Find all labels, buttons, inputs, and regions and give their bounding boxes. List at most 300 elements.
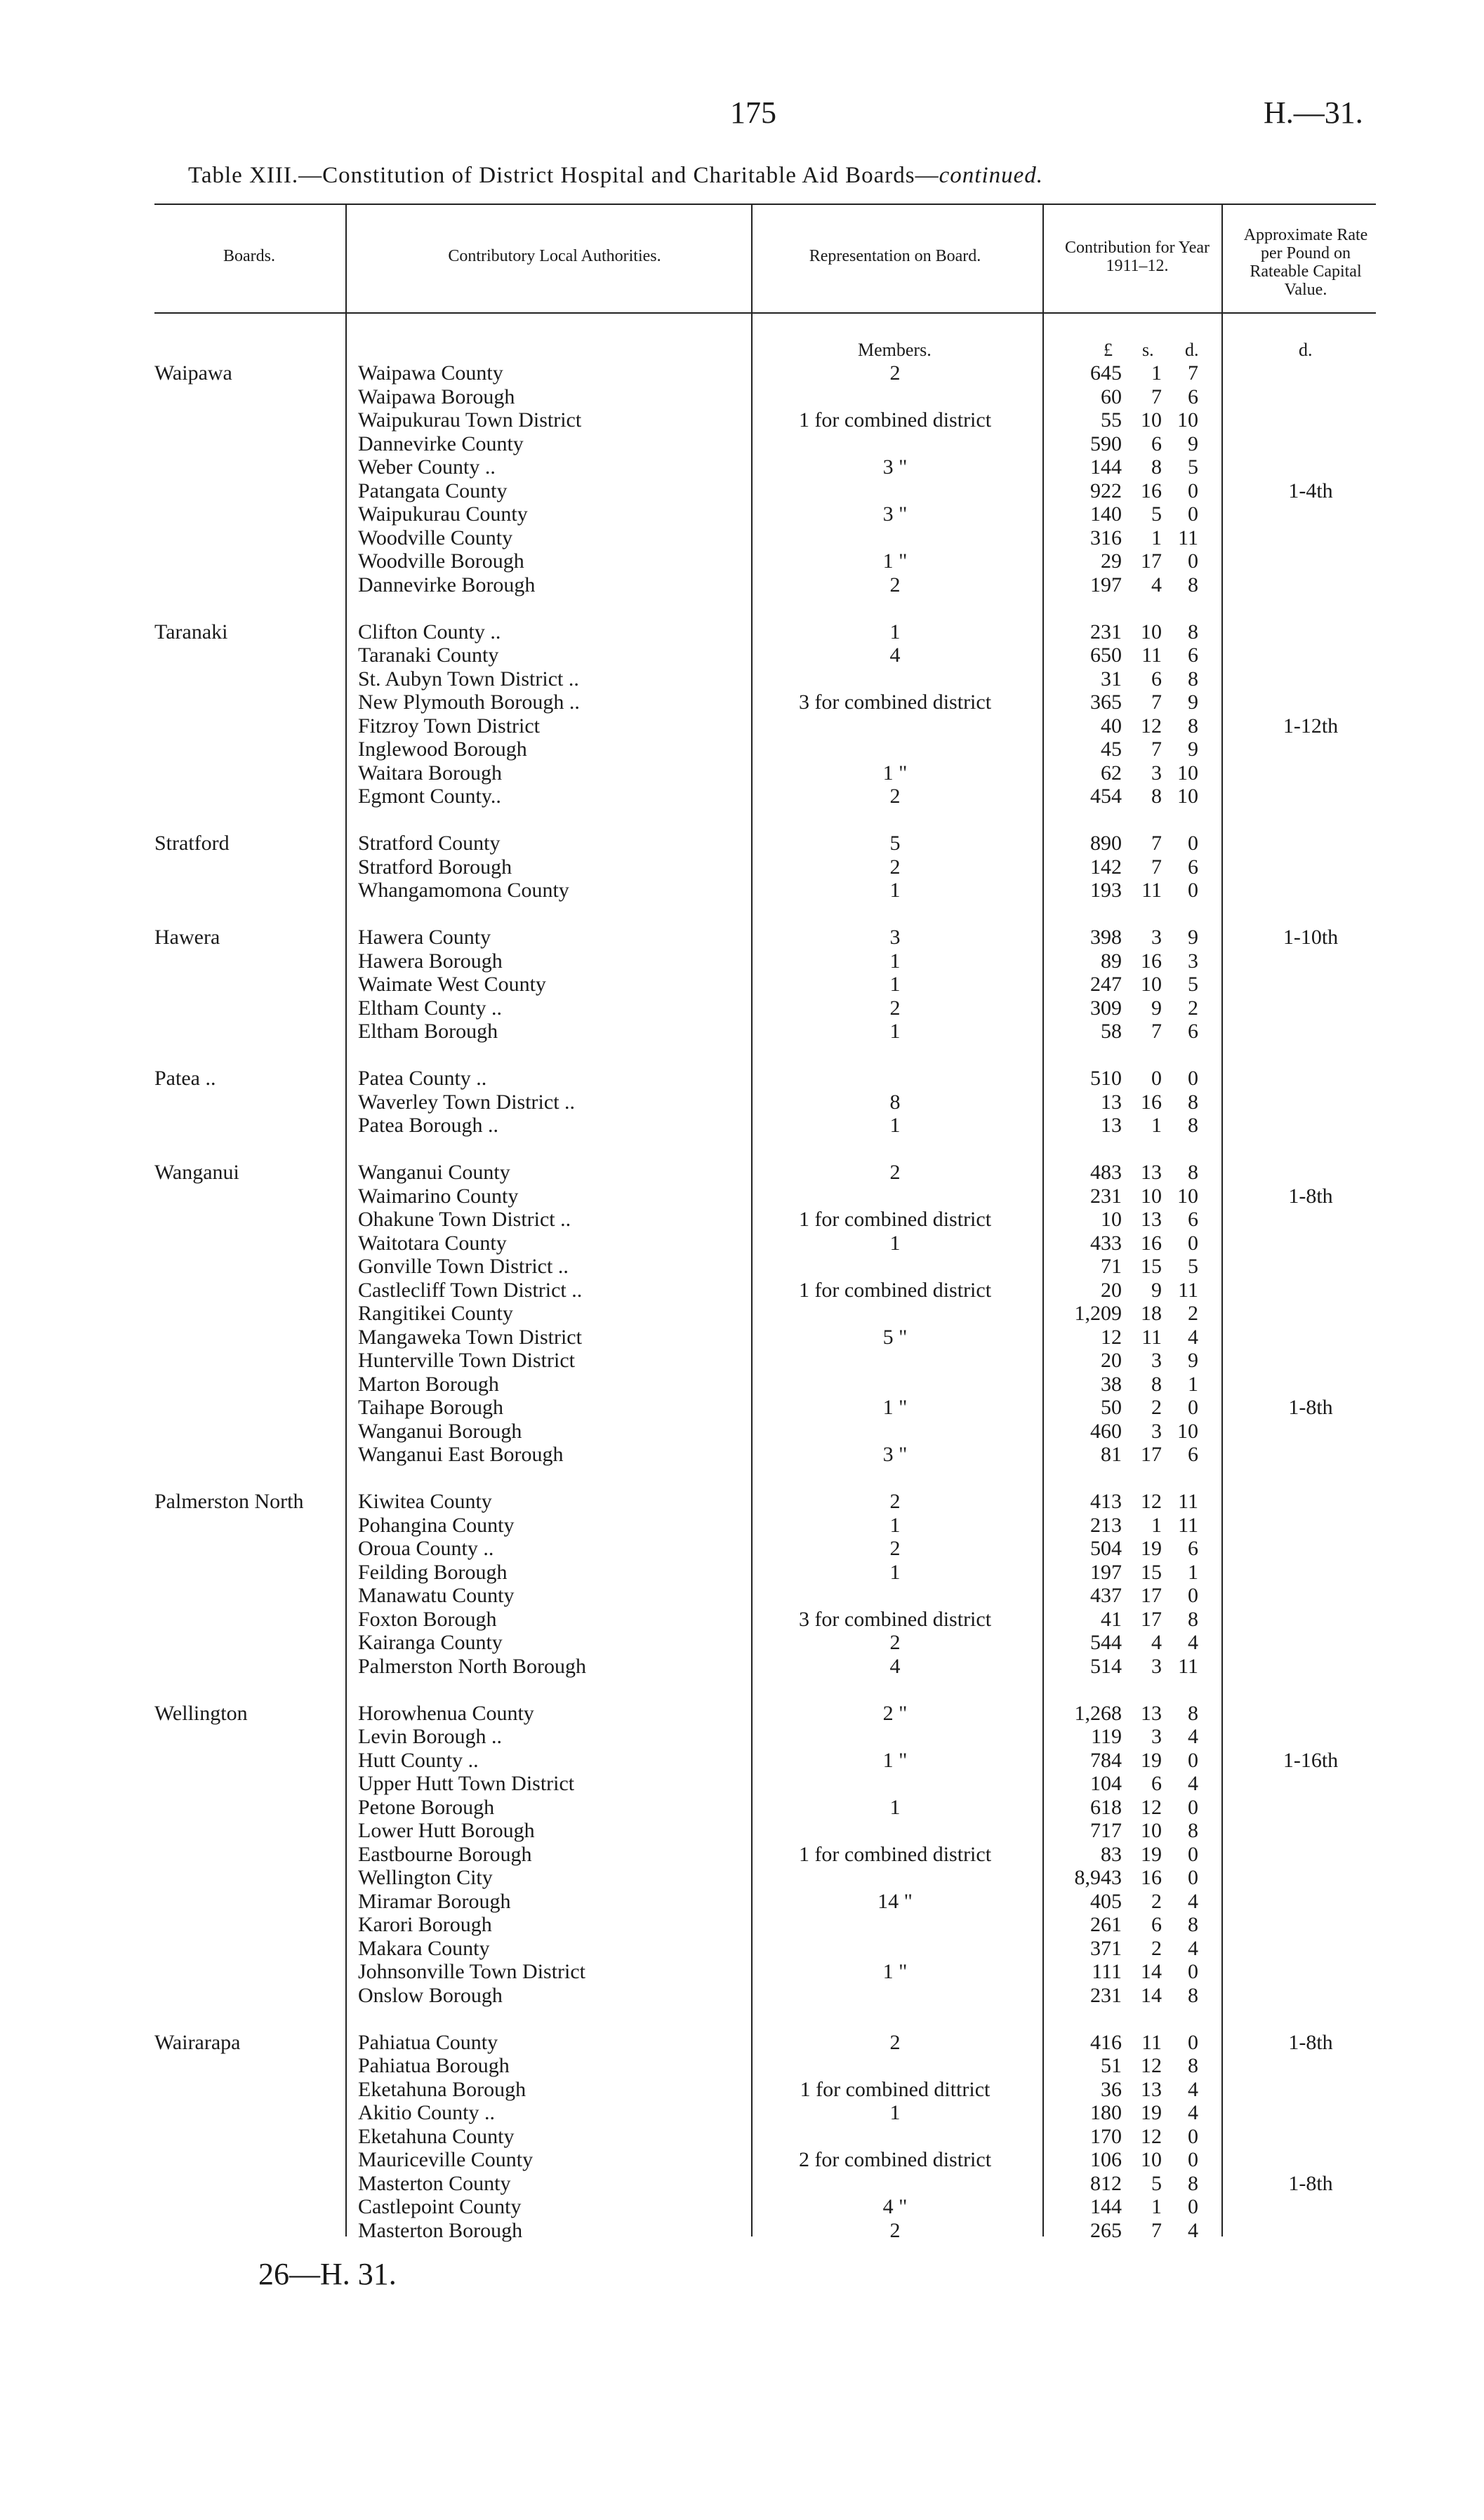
contribution-shillings: 16 — [1141, 479, 1162, 502]
contribution-pounds: 40 — [1101, 714, 1122, 738]
contribution-shillings: 2 — [1151, 1889, 1162, 1913]
contribution-pounds: 618 — [1090, 1795, 1122, 1819]
authority-name: Rangitikei County — [358, 1302, 513, 1325]
contribution-pence: 1 — [1188, 1560, 1198, 1584]
contribution-shillings: 16 — [1141, 949, 1162, 973]
representation: 1 — [889, 1513, 901, 1537]
table-row — [0, 502, 1484, 526]
table-row — [0, 1373, 1484, 1396]
authority-name: St. Aubyn Town District .. — [358, 667, 579, 691]
contribution-pounds: 371 — [1090, 1936, 1122, 1960]
contribution-pence: 4 — [1188, 1936, 1198, 1960]
contribution-pounds: 62 — [1101, 761, 1122, 785]
contribution-shillings: 7 — [1151, 691, 1162, 714]
rate-value: 1-8th — [1288, 2171, 1333, 2195]
contribution-shillings: 5 — [1151, 2171, 1162, 2195]
contribution-pounds: 71 — [1101, 1255, 1122, 1278]
contribution-pence: 0 — [1188, 1067, 1198, 1090]
header-boards: Boards. — [223, 247, 275, 265]
representation: 3 for combined district — [798, 691, 992, 714]
authority-name: Feilding Borough — [358, 1560, 508, 1584]
rate-row — [0, 479, 1484, 502]
representation: 3 " — [882, 1443, 908, 1466]
contribution-pence: 6 — [1188, 1020, 1198, 1043]
contribution-pence: 0 — [1188, 832, 1198, 855]
table-row — [0, 1866, 1484, 1889]
representation: 1 for combined district — [798, 1278, 992, 1302]
contribution-pounds: 10 — [1101, 1208, 1122, 1231]
representation: 1 " — [882, 549, 908, 573]
authority-name: Makara County — [358, 1936, 490, 1960]
contribution-pence: 6 — [1188, 644, 1198, 667]
table-title-main: Table XIII.—Constitution of District Hospital and Charitable Aid Boards— — [188, 163, 939, 188]
table-row — [0, 1819, 1484, 1842]
contribution-pence: 11 — [1178, 1513, 1198, 1537]
authority-name: Kairanga County — [358, 1631, 503, 1654]
contribution-pounds: 29 — [1101, 549, 1122, 573]
document-reference: H.—31. — [1264, 95, 1363, 130]
table-row — [0, 1302, 1484, 1325]
contribution-shillings: 14 — [1141, 1960, 1162, 1983]
contribution-shillings: 7 — [1151, 385, 1162, 408]
contribution-pence: 8 — [1188, 1090, 1198, 1114]
contribution-pounds: 231 — [1090, 620, 1122, 644]
contribution-pounds: 460 — [1090, 1419, 1122, 1443]
contribution-pounds: 170 — [1090, 2124, 1122, 2148]
board-name: Wellington — [154, 1701, 248, 1725]
contribution-pence: 10 — [1177, 785, 1198, 808]
representation: 2 " — [882, 1701, 908, 1725]
contribution-pounds: 405 — [1090, 1889, 1122, 1913]
contribution-pence: 6 — [1188, 385, 1198, 408]
table-row — [0, 1584, 1484, 1607]
authority-name: Waverley Town District .. — [358, 1090, 576, 1114]
representation: 3 — [889, 926, 901, 949]
authority-name: Manawatu County — [358, 1584, 515, 1607]
table-row — [0, 1067, 1484, 1090]
contribution-pounds: 922 — [1090, 479, 1122, 502]
contribution-pence: 10 — [1177, 761, 1198, 785]
contribution-shillings: 1 — [1151, 1114, 1162, 1137]
authority-name: Eltham Borough — [358, 1020, 498, 1043]
contribution-shillings: 2 — [1151, 1936, 1162, 1960]
authority-name: Stratford Borough — [358, 855, 512, 879]
contribution-shillings: 10 — [1141, 1819, 1162, 1842]
representation: 5 " — [882, 1325, 908, 1349]
contribution-pounds: 416 — [1090, 2030, 1122, 2054]
table-row — [0, 855, 1484, 879]
contribution-pounds: 247 — [1090, 973, 1122, 996]
contribution-shillings: 8 — [1151, 1372, 1162, 1396]
rate-value: 1-10th — [1283, 926, 1339, 949]
contribution-shillings: 10 — [1141, 2148, 1162, 2171]
contribution-pounds: 8,943 — [1074, 1866, 1122, 1889]
representation: 1 for combined district — [798, 408, 992, 432]
board-name: Wairarapa — [154, 2030, 241, 2054]
authority-name: Hawera County — [358, 926, 491, 949]
contribution-pounds: 413 — [1090, 1490, 1122, 1513]
contribution-pounds: 58 — [1101, 1020, 1122, 1043]
contribution-shillings: 12 — [1141, 1490, 1162, 1513]
authority-name: Lower Hutt Borough — [358, 1819, 535, 1842]
representation: 1 " — [882, 1396, 908, 1419]
contribution-pence: 9 — [1188, 432, 1198, 455]
contribution-shillings: 7 — [1151, 855, 1162, 879]
contribution-pounds: 104 — [1090, 1772, 1122, 1795]
contribution-pounds: 504 — [1090, 1537, 1122, 1560]
contribution-pence: 11 — [1178, 1490, 1198, 1513]
contribution-shillings: 16 — [1141, 1090, 1162, 1114]
contribution-shillings: 3 — [1151, 1654, 1162, 1678]
contribution-pence: 8 — [1188, 667, 1198, 691]
table-row — [0, 761, 1484, 785]
contribution-pence: 0 — [1188, 1866, 1198, 1889]
table-row — [0, 455, 1484, 479]
contribution-pounds: 890 — [1090, 832, 1122, 855]
table-row — [0, 2148, 1484, 2171]
contribution-shillings: 19 — [1141, 1537, 1162, 1560]
contribution-pounds: 784 — [1090, 1748, 1122, 1772]
contribution-shillings: 6 — [1151, 432, 1162, 455]
authority-name: Waimarino County — [358, 1184, 519, 1208]
contribution-pence: 0 — [1188, 2030, 1198, 2054]
table-row — [0, 573, 1484, 596]
contribution-pence: 0 — [1188, 1748, 1198, 1772]
authority-name: Waimate West County — [358, 973, 546, 996]
contribution-pence: 10 — [1177, 1419, 1198, 1443]
contribution-pence: 5 — [1188, 455, 1198, 479]
authority-name: Akitio County .. — [358, 2101, 496, 2124]
contribution-pounds: 433 — [1090, 1231, 1122, 1255]
contribution-pence: 0 — [1188, 879, 1198, 902]
contribution-pounds: 55 — [1101, 408, 1122, 432]
contribution-shillings: 11 — [1141, 644, 1162, 667]
contribution-shillings: 6 — [1151, 1772, 1162, 1795]
authority-name: Weber County .. — [358, 455, 496, 479]
representation: 2 — [889, 2218, 901, 2242]
contribution-shillings: 10 — [1141, 973, 1162, 996]
authority-name: Ohakune Town District .. — [358, 1208, 571, 1231]
authority-name: Marton Borough — [358, 1372, 499, 1396]
contribution-pounds: 193 — [1090, 879, 1122, 902]
contribution-pence: 4 — [1188, 1772, 1198, 1795]
contribution-shillings: 7 — [1151, 2218, 1162, 2242]
table-row — [0, 738, 1484, 761]
contribution-shillings: 17 — [1141, 1443, 1162, 1466]
contribution-shillings: 12 — [1141, 1795, 1162, 1819]
authority-name: Gonville Town District .. — [358, 1255, 569, 1278]
contribution-pounds: 231 — [1090, 1983, 1122, 2007]
header-bottom-rule — [154, 312, 1376, 314]
authority-name: Waipawa Borough — [358, 385, 515, 408]
contribution-pounds: 265 — [1090, 2218, 1122, 2242]
contribution-pence: 0 — [1188, 1231, 1198, 1255]
contribution-pounds: 20 — [1101, 1278, 1122, 1302]
rate-row — [0, 2172, 1484, 2195]
table-row — [0, 385, 1484, 408]
contribution-pence: 0 — [1188, 1842, 1198, 1866]
table-title-continued: continued. — [939, 163, 1044, 188]
table-row — [0, 2219, 1484, 2242]
contribution-shillings: 13 — [1141, 2077, 1162, 2101]
contribution-pounds: 261 — [1090, 1913, 1122, 1936]
contribution-pounds: 51 — [1101, 2054, 1122, 2077]
header-rate: Approximate Rate per Pound on Rateable Capital Value. — [1243, 226, 1368, 299]
contribution-pence: 0 — [1188, 479, 1198, 502]
header-contribution: Contribution for Year 1911–12. — [1065, 239, 1210, 275]
table-row — [0, 2195, 1484, 2218]
representation: 1 — [889, 620, 901, 644]
authority-name: Fitzroy Town District — [358, 714, 540, 738]
contribution-pounds: 309 — [1090, 996, 1122, 1020]
contribution-shillings: 13 — [1141, 1208, 1162, 1231]
contribution-shillings: 15 — [1141, 1255, 1162, 1278]
contribution-shillings: 2 — [1151, 1396, 1162, 1419]
representation: 2 — [889, 1631, 901, 1654]
authority-name: Mauriceville County — [358, 2148, 534, 2171]
contribution-shillings: 3 — [1151, 761, 1162, 785]
contribution-pounds: 38 — [1101, 1372, 1122, 1396]
representation: 3 " — [882, 455, 908, 479]
table-row — [0, 2054, 1484, 2077]
contribution-pence: 4 — [1188, 2218, 1198, 2242]
representation: 2 — [889, 855, 901, 879]
rate-value: 1-16th — [1283, 1748, 1339, 1772]
table-row — [0, 879, 1484, 902]
contribution-pounds: 437 — [1090, 1584, 1122, 1607]
contribution-pounds: 1,268 — [1074, 1701, 1122, 1725]
authority-name: Castlepoint County — [358, 2195, 522, 2218]
contribution-shillings: 11 — [1141, 879, 1162, 902]
contribution-pence: 4 — [1188, 2101, 1198, 2124]
authority-name: Onslow Borough — [358, 1983, 503, 2007]
contribution-pence: 2 — [1188, 1302, 1198, 1325]
contribution-pounds: 36 — [1101, 2077, 1122, 2101]
authority-name: Inglewood Borough — [358, 738, 527, 761]
contribution-shillings: 3 — [1151, 926, 1162, 949]
header-top-rule — [154, 204, 1376, 205]
contribution-pounds: 510 — [1090, 1067, 1122, 1090]
representation: 1 — [889, 879, 901, 902]
contribution-pence: 0 — [1188, 1960, 1198, 1983]
authority-name: Johnsonville Town District — [358, 1960, 586, 1983]
contribution-pounds: 590 — [1090, 432, 1122, 455]
contribution-shillings: 19 — [1141, 1748, 1162, 1772]
table-row — [0, 1279, 1484, 1302]
authority-name: Hunterville Town District — [358, 1349, 575, 1372]
contribution-pence: 11 — [1178, 1278, 1198, 1302]
contribution-shillings: 16 — [1141, 1231, 1162, 1255]
rate-row — [0, 1396, 1484, 1419]
contribution-pounds: 1,209 — [1074, 1302, 1122, 1325]
authority-name: Petone Borough — [358, 1795, 495, 1819]
table-row — [0, 526, 1484, 549]
contribution-shillings: 17 — [1141, 549, 1162, 573]
table-row — [0, 1725, 1484, 1748]
shillings-unit-label: s. — [1142, 340, 1154, 360]
authority-name: Taranaki County — [358, 644, 499, 667]
authority-name: Eastbourne Borough — [358, 1842, 532, 1866]
contribution-pence: 9 — [1188, 738, 1198, 761]
contribution-pence: 3 — [1188, 949, 1198, 973]
board-name: Taranaki — [154, 620, 228, 644]
representation: 4 — [889, 644, 901, 667]
contribution-pounds: 13 — [1101, 1114, 1122, 1137]
contribution-pounds: 650 — [1090, 644, 1122, 667]
contribution-pence: 8 — [1188, 1983, 1198, 2007]
rate-row — [0, 2031, 1484, 2054]
contribution-shillings: 4 — [1151, 573, 1162, 596]
contribution-pence: 5 — [1188, 973, 1198, 996]
contribution-shillings: 3 — [1151, 1725, 1162, 1748]
authority-name: Pohangina County — [358, 1513, 515, 1537]
board-name: Stratford — [154, 832, 230, 855]
table-row — [0, 1020, 1484, 1043]
representation: 4 — [889, 1654, 901, 1678]
contribution-shillings: 19 — [1141, 1842, 1162, 1866]
table-row — [0, 1537, 1484, 1560]
rate-row — [0, 1185, 1484, 1208]
authority-name: Wanganui East Borough — [358, 1443, 564, 1466]
table-row — [0, 1161, 1484, 1184]
contribution-pounds: 60 — [1101, 385, 1122, 408]
contribution-shillings: 3 — [1151, 1419, 1162, 1443]
contribution-pence: 6 — [1188, 1208, 1198, 1231]
contribution-pounds: 197 — [1090, 1560, 1122, 1584]
authority-name: Foxton Borough — [358, 1607, 497, 1631]
table-row — [0, 1772, 1484, 1795]
header-representation: Representation on Board. — [809, 247, 981, 265]
authority-name: Egmont County.. — [358, 785, 501, 808]
authority-name: Masterton County — [358, 2171, 511, 2195]
contribution-pence: 8 — [1188, 1114, 1198, 1137]
contribution-pounds: 31 — [1101, 667, 1122, 691]
table-row — [0, 2101, 1484, 2124]
contribution-pounds: 12 — [1101, 1325, 1122, 1349]
contribution-shillings: 7 — [1151, 738, 1162, 761]
table-row — [0, 667, 1484, 691]
authority-name: New Plymouth Borough .. — [358, 691, 580, 714]
authority-name: Waipukurau County — [358, 502, 528, 526]
table-row — [0, 1702, 1484, 1725]
contribution-pence: 0 — [1188, 2195, 1198, 2218]
contribution-pence: 0 — [1188, 549, 1198, 573]
contribution-shillings: 1 — [1151, 1513, 1162, 1537]
contribution-shillings: 15 — [1141, 1560, 1162, 1584]
authority-name: Pahiatua Borough — [358, 2054, 510, 2077]
rate-value: 1-8th — [1288, 1184, 1333, 1208]
contribution-shillings: 7 — [1151, 832, 1162, 855]
contribution-shillings: 13 — [1141, 1161, 1162, 1184]
pounds-unit-label: £ — [1104, 340, 1113, 360]
contribution-pence: 6 — [1188, 855, 1198, 879]
authority-name: Patangata County — [358, 479, 508, 502]
contribution-pence: 5 — [1188, 1255, 1198, 1278]
rate-row — [0, 714, 1484, 738]
authority-name: Pahiatua County — [358, 2030, 498, 2054]
contribution-shillings: 17 — [1141, 1584, 1162, 1607]
contribution-shillings: 19 — [1141, 2101, 1162, 2124]
authority-name: Miramar Borough — [358, 1889, 511, 1913]
board-name: Patea .. — [154, 1067, 216, 1090]
board-name: Palmerston North — [154, 1490, 304, 1513]
contribution-pounds: 544 — [1090, 1631, 1122, 1654]
rate-row — [0, 1749, 1484, 1772]
contribution-pence: 8 — [1188, 1913, 1198, 1936]
contribution-pounds: 717 — [1090, 1819, 1122, 1842]
table-row — [0, 2125, 1484, 2148]
rate-unit-label: d. — [1299, 340, 1313, 360]
contribution-pounds: 89 — [1101, 949, 1122, 973]
contribution-shillings: 8 — [1151, 455, 1162, 479]
contribution-pence: 8 — [1188, 1161, 1198, 1184]
authority-name: Waitotara County — [358, 1231, 507, 1255]
rate-value: 1-12th — [1283, 714, 1339, 738]
contribution-pence: 0 — [1188, 2148, 1198, 2171]
contribution-pence: 6 — [1188, 1443, 1198, 1466]
representation: 2 — [889, 1537, 901, 1560]
rate-value: 1-8th — [1288, 1396, 1333, 1419]
contribution-pounds: 142 — [1090, 855, 1122, 879]
authority-name: Upper Hutt Town District — [358, 1772, 575, 1795]
table-row — [0, 1490, 1484, 1513]
contribution-pence: 8 — [1188, 620, 1198, 644]
table-row — [0, 361, 1484, 385]
authority-name: Patea Borough .. — [358, 1114, 498, 1137]
contribution-shillings: 3 — [1151, 1349, 1162, 1372]
contribution-shillings: 0 — [1151, 1067, 1162, 1090]
contribution-shillings: 6 — [1151, 1913, 1162, 1936]
representation: 3 " — [882, 502, 908, 526]
contribution-pence: 8 — [1188, 573, 1198, 596]
contribution-pence: 0 — [1188, 1396, 1198, 1419]
contribution-shillings: 8 — [1151, 785, 1162, 808]
footer-reference: 26—H. 31. — [258, 2257, 397, 2291]
authority-name: Mangaweka Town District — [358, 1325, 582, 1349]
contribution-pounds: 41 — [1101, 1607, 1122, 1631]
contribution-pence: 10 — [1177, 1184, 1198, 1208]
authority-name: Horowhenua County — [358, 1701, 534, 1725]
representation: 3 for combined district — [798, 1607, 992, 1631]
rate-row — [0, 926, 1484, 949]
table-row — [0, 2078, 1484, 2101]
representation: 1 — [889, 973, 901, 996]
contribution-shillings: 4 — [1151, 1631, 1162, 1654]
contribution-shillings: 14 — [1141, 1983, 1162, 2007]
contribution-pounds: 180 — [1090, 2101, 1122, 2124]
table-row — [0, 1796, 1484, 1819]
contribution-pounds: 365 — [1090, 691, 1122, 714]
contribution-pence: 0 — [1188, 1584, 1198, 1607]
authority-name: Woodville County — [358, 526, 513, 549]
table-row — [0, 1913, 1484, 1936]
table-row — [0, 1937, 1484, 1960]
representation: 1 — [889, 2101, 901, 2124]
contribution-pounds: 144 — [1090, 2195, 1122, 2218]
representation: 1 " — [882, 1960, 908, 1983]
contribution-pence: 9 — [1188, 1349, 1198, 1372]
contribution-pounds: 231 — [1090, 1184, 1122, 1208]
contribution-pounds: 144 — [1090, 455, 1122, 479]
contribution-pence: 7 — [1188, 361, 1198, 385]
representation: 1 — [889, 1560, 901, 1584]
contribution-shillings: 9 — [1151, 1278, 1162, 1302]
contribution-pounds: 20 — [1101, 1349, 1122, 1372]
table-row — [0, 1514, 1484, 1537]
table-row — [0, 1114, 1484, 1137]
contribution-shillings: 1 — [1151, 361, 1162, 385]
contribution-shillings: 10 — [1141, 408, 1162, 432]
